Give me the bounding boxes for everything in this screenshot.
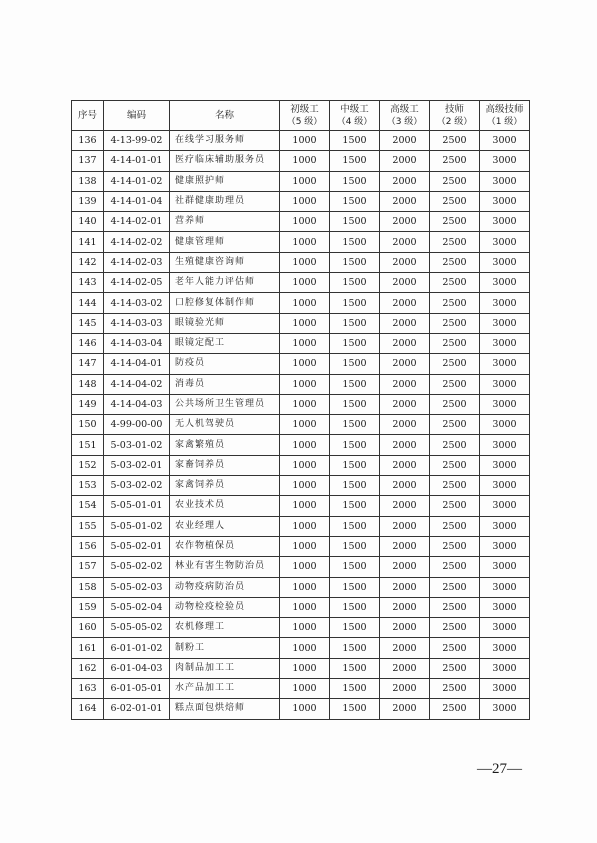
table-row <box>72 171 530 191</box>
row-level-3: 2000 <box>380 252 430 272</box>
table-row <box>72 435 530 455</box>
row-code: 4-14-01-02 <box>104 171 170 191</box>
row-level-5: 1000 <box>280 516 330 536</box>
row-level-3: 2000 <box>380 699 430 719</box>
header-code: 编码 <box>104 101 170 131</box>
row-level-4: 1500 <box>330 557 380 577</box>
row-seq: 139 <box>72 191 104 211</box>
row-level-1: 3000 <box>480 131 530 151</box>
row-name: 家禽饲养员 <box>170 476 280 496</box>
row-level-3: 2000 <box>380 293 430 313</box>
row-code: 5-03-02-01 <box>104 455 170 475</box>
row-level-5: 1000 <box>280 679 330 699</box>
header-level-3: 高级工 （3 级） <box>380 101 430 131</box>
table-row <box>72 232 530 252</box>
row-seq: 137 <box>72 151 104 171</box>
row-level-1: 3000 <box>480 415 530 435</box>
row-seq: 154 <box>72 496 104 516</box>
row-name: 农机修理工 <box>170 618 280 638</box>
row-level-5: 1000 <box>280 273 330 293</box>
table-row <box>72 658 530 678</box>
row-code: 4-14-02-03 <box>104 252 170 272</box>
row-name: 动物检疫检验员 <box>170 597 280 617</box>
row-level-1: 3000 <box>480 273 530 293</box>
row-level-1: 3000 <box>480 435 530 455</box>
row-seq: 143 <box>72 273 104 293</box>
row-code: 5-05-01-01 <box>104 496 170 516</box>
row-code: 4-14-04-03 <box>104 394 170 414</box>
row-seq: 140 <box>72 212 104 232</box>
row-level-4: 1500 <box>330 171 380 191</box>
row-level-4: 1500 <box>330 658 380 678</box>
row-level-4: 1500 <box>330 455 380 475</box>
row-level-4: 1500 <box>330 212 380 232</box>
row-level-5: 1000 <box>280 354 330 374</box>
row-level-4: 1500 <box>330 536 380 556</box>
row-level-4: 1500 <box>330 597 380 617</box>
row-seq: 146 <box>72 333 104 353</box>
row-level-4: 1500 <box>330 252 380 272</box>
row-level-2: 2500 <box>430 394 480 414</box>
header-level-2: 技师 （2 级） <box>430 101 480 131</box>
table-row <box>72 394 530 414</box>
row-seq: 158 <box>72 577 104 597</box>
row-level-5: 1000 <box>280 638 330 658</box>
row-level-2: 2500 <box>430 232 480 252</box>
row-code: 4-14-02-01 <box>104 212 170 232</box>
row-level-2: 2500 <box>430 476 480 496</box>
table-row <box>72 415 530 435</box>
row-name: 医疗临床辅助服务员 <box>170 151 280 171</box>
row-level-3: 2000 <box>380 536 430 556</box>
row-name: 农业技术员 <box>170 496 280 516</box>
row-code: 4-99-00-00 <box>104 415 170 435</box>
row-seq: 152 <box>72 455 104 475</box>
row-name: 生殖健康咨询师 <box>170 252 280 272</box>
row-level-3: 2000 <box>380 679 430 699</box>
row-code: 5-05-02-02 <box>104 557 170 577</box>
row-level-4: 1500 <box>330 618 380 638</box>
row-level-3: 2000 <box>380 577 430 597</box>
row-seq: 138 <box>72 171 104 191</box>
row-code: 6-01-04-03 <box>104 658 170 678</box>
table-row <box>72 699 530 719</box>
row-level-3: 2000 <box>380 151 430 171</box>
row-seq: 161 <box>72 638 104 658</box>
row-level-1: 3000 <box>480 699 530 719</box>
row-level-3: 2000 <box>380 638 430 658</box>
row-level-4: 1500 <box>330 191 380 211</box>
row-level-2: 2500 <box>430 536 480 556</box>
row-level-1: 3000 <box>480 455 530 475</box>
row-level-2: 2500 <box>430 435 480 455</box>
row-level-4: 1500 <box>330 313 380 333</box>
row-level-1: 3000 <box>480 638 530 658</box>
row-name: 家禽繁殖员 <box>170 435 280 455</box>
row-name: 农作物植保员 <box>170 536 280 556</box>
table-row <box>72 496 530 516</box>
row-level-4: 1500 <box>330 415 380 435</box>
row-name: 动物疫病防治员 <box>170 577 280 597</box>
row-level-2: 2500 <box>430 374 480 394</box>
row-level-3: 2000 <box>380 496 430 516</box>
row-level-4: 1500 <box>330 699 380 719</box>
row-level-3: 2000 <box>380 313 430 333</box>
row-code: 4-14-01-04 <box>104 191 170 211</box>
row-level-2: 2500 <box>430 313 480 333</box>
row-level-5: 1000 <box>280 313 330 333</box>
row-name: 眼镜定配工 <box>170 333 280 353</box>
row-name: 健康管理师 <box>170 232 280 252</box>
row-level-5: 1000 <box>280 699 330 719</box>
row-level-5: 1000 <box>280 293 330 313</box>
row-level-4: 1500 <box>330 273 380 293</box>
row-level-5: 1000 <box>280 232 330 252</box>
row-level-3: 2000 <box>380 354 430 374</box>
row-level-4: 1500 <box>330 333 380 353</box>
row-seq: 157 <box>72 557 104 577</box>
row-level-3: 2000 <box>380 232 430 252</box>
row-level-1: 3000 <box>480 679 530 699</box>
row-level-2: 2500 <box>430 252 480 272</box>
row-level-4: 1500 <box>330 476 380 496</box>
table-row <box>72 557 530 577</box>
table-row <box>72 455 530 475</box>
row-level-4: 1500 <box>330 394 380 414</box>
row-name: 公共场所卫生管理员 <box>170 394 280 414</box>
row-level-2: 2500 <box>430 577 480 597</box>
row-code: 6-02-01-01 <box>104 699 170 719</box>
row-name: 营养师 <box>170 212 280 232</box>
row-level-5: 1000 <box>280 415 330 435</box>
row-level-5: 1000 <box>280 394 330 414</box>
row-level-4: 1500 <box>330 496 380 516</box>
row-level-5: 1000 <box>280 496 330 516</box>
row-level-5: 1000 <box>280 252 330 272</box>
row-level-5: 1000 <box>280 171 330 191</box>
header-level-4: 中级工 （4 级） <box>330 101 380 131</box>
row-name: 糕点面包烘焙师 <box>170 699 280 719</box>
row-level-2: 2500 <box>430 273 480 293</box>
row-level-4: 1500 <box>330 374 380 394</box>
row-seq: 141 <box>72 232 104 252</box>
row-seq: 155 <box>72 516 104 536</box>
row-level-3: 2000 <box>380 516 430 536</box>
row-code: 5-05-02-03 <box>104 577 170 597</box>
row-level-4: 1500 <box>330 131 380 151</box>
row-level-1: 3000 <box>480 212 530 232</box>
row-level-5: 1000 <box>280 577 330 597</box>
row-seq: 136 <box>72 131 104 151</box>
row-code: 5-05-01-02 <box>104 516 170 536</box>
row-code: 6-01-05-01 <box>104 679 170 699</box>
row-level-2: 2500 <box>430 191 480 211</box>
row-level-3: 2000 <box>380 476 430 496</box>
row-level-2: 2500 <box>430 455 480 475</box>
table-row <box>72 212 530 232</box>
row-code: 4-14-02-05 <box>104 273 170 293</box>
row-seq: 153 <box>72 476 104 496</box>
row-seq: 159 <box>72 597 104 617</box>
row-level-5: 1000 <box>280 536 330 556</box>
row-code: 4-14-02-02 <box>104 232 170 252</box>
row-level-1: 3000 <box>480 496 530 516</box>
row-name: 消毒员 <box>170 374 280 394</box>
row-name: 制粉工 <box>170 638 280 658</box>
row-level-5: 1000 <box>280 191 330 211</box>
row-level-1: 3000 <box>480 618 530 638</box>
row-name: 健康照护师 <box>170 171 280 191</box>
row-level-4: 1500 <box>330 679 380 699</box>
row-level-2: 2500 <box>430 293 480 313</box>
row-seq: 156 <box>72 536 104 556</box>
row-code: 5-05-02-01 <box>104 536 170 556</box>
row-code: 6-01-01-02 <box>104 638 170 658</box>
table-row <box>72 333 530 353</box>
row-level-2: 2500 <box>430 638 480 658</box>
row-name: 家畜饲养员 <box>170 455 280 475</box>
subsidy-standard-table <box>71 100 530 720</box>
row-level-4: 1500 <box>330 151 380 171</box>
row-level-3: 2000 <box>380 131 430 151</box>
header-level-1: 高级技师 （1 级） <box>480 101 530 131</box>
row-seq: 163 <box>72 679 104 699</box>
row-level-5: 1000 <box>280 333 330 353</box>
row-level-2: 2500 <box>430 333 480 353</box>
table-row <box>72 536 530 556</box>
table-row <box>72 354 530 374</box>
row-level-1: 3000 <box>480 333 530 353</box>
row-seq: 162 <box>72 658 104 678</box>
row-seq: 144 <box>72 293 104 313</box>
row-level-5: 1000 <box>280 131 330 151</box>
row-level-1: 3000 <box>480 232 530 252</box>
row-name: 老年人能力评估师 <box>170 273 280 293</box>
row-seq: 142 <box>72 252 104 272</box>
row-seq: 149 <box>72 394 104 414</box>
row-level-2: 2500 <box>430 516 480 536</box>
table-row <box>72 191 530 211</box>
table-row <box>72 577 530 597</box>
row-name: 林业有害生物防治员 <box>170 557 280 577</box>
row-code: 4-14-04-02 <box>104 374 170 394</box>
row-level-5: 1000 <box>280 597 330 617</box>
header-level-5: 初级工 （5 级） <box>280 101 330 131</box>
row-level-5: 1000 <box>280 151 330 171</box>
row-seq: 145 <box>72 313 104 333</box>
row-code: 4-14-03-02 <box>104 293 170 313</box>
row-level-4: 1500 <box>330 577 380 597</box>
row-level-1: 3000 <box>480 151 530 171</box>
row-level-5: 1000 <box>280 435 330 455</box>
page-number: —27— <box>477 761 522 777</box>
row-level-2: 2500 <box>430 699 480 719</box>
table-row <box>72 293 530 313</box>
row-level-2: 2500 <box>430 151 480 171</box>
row-level-3: 2000 <box>380 171 430 191</box>
row-code: 5-03-01-02 <box>104 435 170 455</box>
row-seq: 151 <box>72 435 104 455</box>
table-row <box>72 313 530 333</box>
row-level-4: 1500 <box>330 232 380 252</box>
row-code: 4-14-03-04 <box>104 333 170 353</box>
row-level-2: 2500 <box>430 658 480 678</box>
table-row <box>72 476 530 496</box>
row-level-5: 1000 <box>280 557 330 577</box>
table-row <box>72 374 530 394</box>
table-row <box>72 618 530 638</box>
row-level-1: 3000 <box>480 516 530 536</box>
row-name: 社群健康助理员 <box>170 191 280 211</box>
row-seq: 160 <box>72 618 104 638</box>
table-row <box>72 679 530 699</box>
row-level-1: 3000 <box>480 191 530 211</box>
row-code: 5-05-02-04 <box>104 597 170 617</box>
row-level-1: 3000 <box>480 557 530 577</box>
row-level-5: 1000 <box>280 618 330 638</box>
row-level-3: 2000 <box>380 374 430 394</box>
table-row <box>72 516 530 536</box>
row-level-2: 2500 <box>430 171 480 191</box>
row-level-1: 3000 <box>480 476 530 496</box>
row-name: 农业经理人 <box>170 516 280 536</box>
row-level-3: 2000 <box>380 415 430 435</box>
row-seq: 164 <box>72 699 104 719</box>
row-seq: 148 <box>72 374 104 394</box>
row-seq: 150 <box>72 415 104 435</box>
table-header-row <box>72 101 530 131</box>
table-row <box>72 252 530 272</box>
row-level-2: 2500 <box>430 597 480 617</box>
row-level-3: 2000 <box>380 435 430 455</box>
row-level-1: 3000 <box>480 536 530 556</box>
row-level-4: 1500 <box>330 638 380 658</box>
row-code: 4-13-99-02 <box>104 131 170 151</box>
table-body <box>72 131 530 720</box>
header-name: 名称 <box>170 101 280 131</box>
row-level-2: 2500 <box>430 618 480 638</box>
row-level-4: 1500 <box>330 354 380 374</box>
table-row <box>72 131 530 151</box>
row-level-3: 2000 <box>380 273 430 293</box>
row-level-3: 2000 <box>380 212 430 232</box>
row-level-2: 2500 <box>430 354 480 374</box>
row-level-1: 3000 <box>480 658 530 678</box>
row-level-3: 2000 <box>380 597 430 617</box>
row-name: 防疫员 <box>170 354 280 374</box>
row-level-5: 1000 <box>280 658 330 678</box>
row-code: 4-14-04-01 <box>104 354 170 374</box>
row-name: 无人机驾驶员 <box>170 415 280 435</box>
table-row <box>72 273 530 293</box>
row-code: 4-14-01-01 <box>104 151 170 171</box>
row-level-4: 1500 <box>330 293 380 313</box>
row-level-3: 2000 <box>380 191 430 211</box>
row-level-3: 2000 <box>380 618 430 638</box>
row-name: 肉制品加工工 <box>170 658 280 678</box>
row-level-3: 2000 <box>380 557 430 577</box>
table-row <box>72 151 530 171</box>
row-name: 在线学习服务师 <box>170 131 280 151</box>
row-code: 4-14-03-03 <box>104 313 170 333</box>
row-level-4: 1500 <box>330 516 380 536</box>
row-level-1: 3000 <box>480 313 530 333</box>
row-level-2: 2500 <box>430 496 480 516</box>
row-level-1: 3000 <box>480 577 530 597</box>
row-level-5: 1000 <box>280 212 330 232</box>
row-name: 水产品加工工 <box>170 679 280 699</box>
table-row <box>72 638 530 658</box>
row-level-1: 3000 <box>480 394 530 414</box>
row-level-1: 3000 <box>480 171 530 191</box>
row-level-1: 3000 <box>480 374 530 394</box>
row-level-2: 2500 <box>430 415 480 435</box>
table-row <box>72 597 530 617</box>
row-level-5: 1000 <box>280 455 330 475</box>
row-name: 口腔修复体制作师 <box>170 293 280 313</box>
row-level-1: 3000 <box>480 354 530 374</box>
row-level-3: 2000 <box>380 333 430 353</box>
row-level-3: 2000 <box>380 455 430 475</box>
row-name: 眼镜验光师 <box>170 313 280 333</box>
row-level-1: 3000 <box>480 597 530 617</box>
row-level-2: 2500 <box>430 212 480 232</box>
row-level-3: 2000 <box>380 658 430 678</box>
row-level-3: 2000 <box>380 394 430 414</box>
row-code: 5-03-02-02 <box>104 476 170 496</box>
row-level-4: 1500 <box>330 435 380 455</box>
row-level-2: 2500 <box>430 679 480 699</box>
header-seq: 序号 <box>72 101 104 131</box>
row-seq: 147 <box>72 354 104 374</box>
row-level-5: 1000 <box>280 476 330 496</box>
row-level-1: 3000 <box>480 252 530 272</box>
row-code: 5-05-05-02 <box>104 618 170 638</box>
row-level-2: 2500 <box>430 557 480 577</box>
row-level-5: 1000 <box>280 374 330 394</box>
row-level-2: 2500 <box>430 131 480 151</box>
row-level-1: 3000 <box>480 293 530 313</box>
